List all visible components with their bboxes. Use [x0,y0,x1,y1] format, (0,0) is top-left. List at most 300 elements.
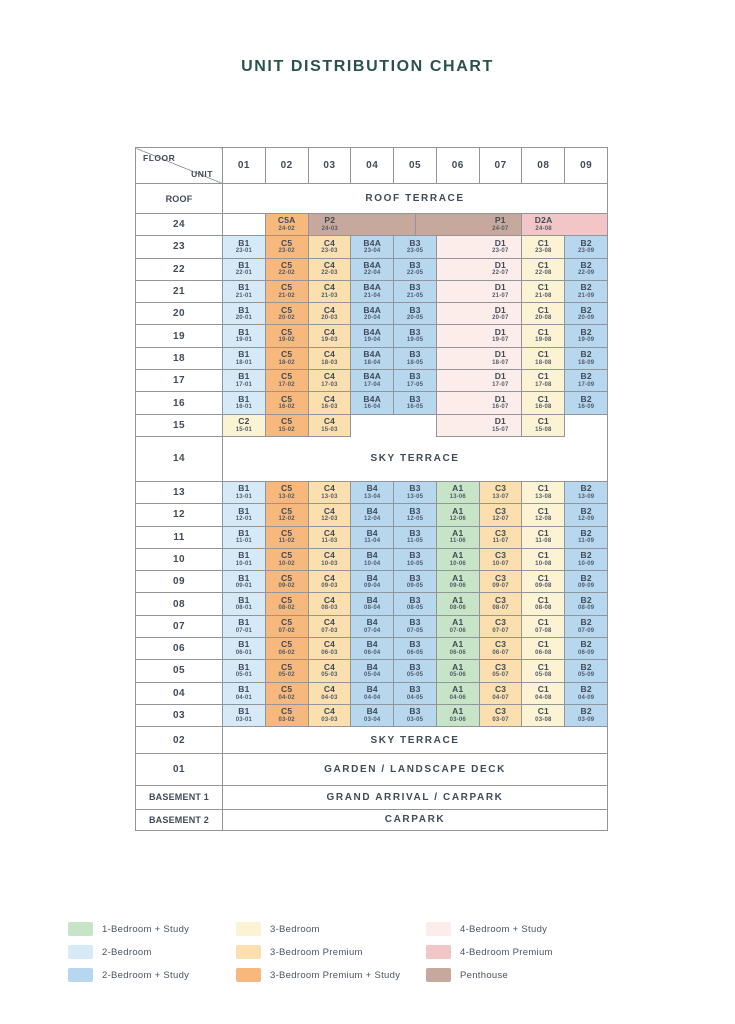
unit-number-label: 20-09 [577,315,595,322]
unit-cell-content [223,261,265,278]
unit-type-label: C5 [281,527,293,538]
unit-type-label: B3 [409,550,421,561]
unit-number-label: 21-03 [321,292,338,299]
unit-cell-content [223,529,265,546]
unit-cell-content [223,618,265,635]
unit-cell-content [565,529,607,546]
unit-cell-20-07 [436,303,522,325]
unit-cell-content [309,283,351,300]
unit-cell-16-09 [565,392,608,414]
unit-cell-content [565,640,607,657]
unit-cell-content [565,239,607,256]
unit-cell-06-05 [394,638,437,660]
unit-cell-content [266,283,308,300]
unit-cell-content [351,596,393,613]
floor-label-basement-2: BASEMENT 2 [136,809,223,831]
unit-cell-06-01 [223,638,266,660]
unit-cell-10-04 [351,548,394,570]
unit-number-label: 03-03 [321,716,338,723]
unit-cell-22-09 [565,258,608,280]
unit-cell-15-07 [436,414,522,436]
unit-type-label: P1 [494,215,506,226]
unit-number-label: 22-04 [364,270,381,277]
unit-cell-03-05 [394,704,437,726]
unit-cell-09-06 [436,571,479,593]
unit-number-label: 13-07 [492,493,509,500]
unit-type-label: B1 [238,684,250,695]
unit-type-label: C4 [323,617,336,628]
unit-cell-content [266,507,308,524]
unit-cell-content [309,640,351,657]
unit-type-label: B4 [366,483,378,494]
unit-type-label: B4A [363,371,382,382]
unit-number-label: 12-06 [449,516,466,523]
unit-cell-21-05 [394,280,437,302]
column-header-02: 02 [265,148,308,184]
unit-type-label: B3 [409,282,421,293]
floor-label-15: 15 [136,414,223,436]
unit-number-label: 24-08 [535,225,552,232]
unit-number-label: 09-07 [492,583,509,590]
unit-type-label: C5 [281,661,293,672]
unit-cell-22-08 [522,258,565,280]
unit-cell-content [266,306,308,323]
unit-type-label: C5 [281,684,293,695]
unit-number-label: 17-02 [278,381,295,388]
unit-number-label: 15-03 [321,426,338,433]
unit-number-label: 18-02 [278,359,295,366]
floor-row-09 [136,571,608,593]
unit-cell-19-08 [522,325,565,347]
unit-cell-17-05 [394,370,437,392]
unit-cell-07-02 [265,615,308,637]
unit-type-label: D1 [494,282,506,293]
unit-number-label: 22-08 [535,270,552,277]
unit-number-label: 07-04 [364,627,381,634]
unit-type-label: C1 [537,594,549,605]
unit-type-label: C4 [323,639,336,650]
unit-number-label: 06-06 [449,649,466,656]
unit-cell-content [522,529,564,546]
unit-cell-09-04 [351,571,394,593]
unit-cell-11-04 [351,526,394,548]
unit-cell-10-02 [265,548,308,570]
floor-row-03 [136,704,608,726]
unit-type-label: B1 [238,505,250,516]
unit-cell-13-01 [223,481,266,503]
unit-cell-content [266,372,308,389]
unit-type-label: C4 [323,594,336,605]
unit-cell-content [223,663,265,680]
unit-number-label: 10-01 [235,560,253,567]
floor-label-18: 18 [136,347,223,369]
unit-type-label: B4A [363,237,382,248]
unit-cell-content [479,216,521,233]
unit-type-label: C3 [494,639,507,650]
unit-type-label: P2 [324,215,336,226]
unit-cell-content [266,395,308,412]
unit-type-label: B3 [409,259,421,270]
unit-number-label: 10-02 [278,560,295,567]
unit-cell-content [223,239,265,256]
unit-type-label: C5 [281,259,293,270]
unit-number-label: 11-09 [578,538,595,545]
unit-number-label: 05-09 [577,672,595,679]
unit-distribution-table [135,147,608,831]
unit-cell-12-05 [394,504,437,526]
column-header-07: 07 [479,148,522,184]
unit-type-label: B3 [409,393,421,404]
unit-type-label: C1 [537,661,549,672]
unit-cell-23-04 [351,236,394,258]
unit-type-label: C4 [323,416,336,427]
floor-row-14 [136,436,608,481]
unit-number-label: 11-07 [492,538,509,545]
unit-cell-13-09 [565,481,608,503]
unit-cell-content [522,372,564,389]
unit-cell-04-09 [565,682,608,704]
unit-cell-17-03 [308,370,351,392]
unit-number-label: 21-02 [278,292,295,299]
unit-cell-content [223,372,265,389]
unit-type-label: C1 [537,349,549,360]
unit-number-label: 16-05 [406,404,424,411]
unit-cell-08-01 [223,593,266,615]
unit-type-label: C4 [323,237,336,248]
unit-cell-19-01 [223,325,266,347]
unit-cell-15-02 [265,414,308,436]
unit-number-label: 05-07 [492,672,509,679]
unit-number-label: 16-07 [492,404,509,411]
unit-type-label: C4 [323,259,336,270]
unit-number-label: 04-09 [577,694,595,701]
unit-cell-13-02 [265,481,308,503]
unit-cell-22-04 [351,258,394,280]
unit-number-label: 15-02 [278,426,295,433]
unit-type-label: B3 [409,594,421,605]
unit-cell-21-03 [308,280,351,302]
unit-type-label: A1 [452,684,464,695]
unit-cell-08-02 [265,593,308,615]
unit-type-label: C4 [323,550,336,561]
unit-cell-content [565,372,607,389]
unit-type-label: B1 [238,349,250,360]
unit-number-label: 06-03 [321,649,338,656]
unit-cell-content [565,484,607,501]
unit-cell-content [223,685,265,702]
unit-cell-11-06 [436,526,479,548]
floor-label-roof: ROOF [136,184,223,214]
banner-sky-terrace: SKY TERRACE [223,436,608,481]
unit-type-label: C1 [537,639,549,650]
floor-row-15 [136,414,608,436]
unit-cell-content [309,618,351,635]
floor-row-06 [136,638,608,660]
unit-number-label: 20-05 [406,315,424,322]
unit-cell-05-04 [351,660,394,682]
unit-type-label: B3 [409,505,421,516]
unit-cell-04-01 [223,682,266,704]
unit-number-label: 24-07 [492,225,509,232]
unit-cell-content [223,417,265,434]
unit-cell-content [480,596,522,613]
unit-cell-23-07 [436,236,522,258]
unit-cell-content [394,707,436,724]
unit-cell-content [522,663,564,680]
unit-number-label: 04-06 [449,694,466,701]
unit-type-label: C1 [537,282,549,293]
unit-type-label: D1 [494,349,506,360]
unit-cell-12-03 [308,504,351,526]
unit-cell-20-09 [565,303,608,325]
floor-row-20 [136,303,608,325]
unit-number-label: 23-04 [364,248,381,255]
unit-cell-09-03 [308,571,351,593]
floor-row-21 [136,280,608,302]
unit-cell-07-07 [479,615,522,637]
unit-type-label: B3 [409,661,421,672]
unit-cell-17-07 [436,370,522,392]
floor-label-04: 04 [136,682,223,704]
unit-cell-content [437,484,479,501]
floor-row-13 [136,481,608,503]
unit-cell-content [266,574,308,591]
unit-cell-content [309,484,351,501]
unit-type-label: B2 [580,661,592,672]
unit-number-label: 09-09 [577,583,595,590]
unit-cell-content [309,685,351,702]
unit-type-label: B1 [238,550,250,561]
unit-type-label: B3 [409,617,421,628]
floor-row-07 [136,615,608,637]
unit-type-label: B3 [409,572,421,583]
unit-number-label: 03-01 [235,716,253,723]
unit-cell-content [309,551,351,568]
unit-type-label: B4A [363,393,382,404]
unit-cell-07-01 [223,615,266,637]
unit-cell-content [565,350,607,367]
unit-cell-06-02 [265,638,308,660]
unit-number-label: 06-02 [278,649,295,656]
unit-type-label: C5 [281,483,293,494]
unit-cell-content [309,306,351,323]
floor-row-16 [136,392,608,414]
legend-item-4-bedroom-premium [426,945,553,959]
unit-type-label: D1 [494,237,506,248]
unit-number-label: 18-07 [492,359,509,366]
unit-cell-content [480,484,522,501]
unit-cell-content [522,640,564,657]
unit-cell-content [309,507,351,524]
unit-cell-06-09 [565,638,608,660]
legend-column-3 [426,922,553,991]
unit-cell-24-07 [415,214,522,236]
legend-swatch-4bp [426,945,451,959]
unit-type-label: C1 [537,527,549,538]
unit-cell-content [351,574,393,591]
unit-cell-content [437,507,479,524]
unit-number-label: 20-02 [278,315,295,322]
legend-item-1-bedroom-study [68,922,189,936]
unit-number-label: 06-08 [535,649,552,656]
legend-swatch-3bp [236,945,261,959]
unit-cell-12-09 [565,504,608,526]
unit-number-label: 22-09 [577,270,595,277]
unit-cell-15-03 [308,414,351,436]
unit-type-label: A1 [452,505,464,516]
unit-type-label: B4A [363,304,382,315]
unit-type-label: B1 [238,326,250,337]
unit-cell-10-06 [436,548,479,570]
unit-cell-content [479,417,521,434]
unit-type-label: B2 [580,639,592,650]
unit-cell-content [479,372,521,389]
unit-number-label: 09-06 [449,583,466,590]
unit-type-label: C1 [537,483,549,494]
unit-number-label: 08-09 [577,605,595,612]
unit-cell-23-02 [265,236,308,258]
unit-type-label: C5 [281,505,293,516]
unit-cell-06-04 [351,638,394,660]
unit-cell-19-02 [265,325,308,347]
unit-number-label: 23-05 [406,248,424,255]
unit-number-label: 17-03 [321,381,338,388]
unit-number-label: 18-05 [406,359,424,366]
unit-number-label: 16-01 [235,404,253,411]
unit-type-label: B3 [409,237,421,248]
unit-cell-content [522,618,564,635]
unit-type-label: A1 [452,550,464,561]
unit-cell-18-07 [436,347,522,369]
unit-type-label: C1 [537,326,549,337]
unit-cell-19-05 [394,325,437,347]
unit-type-label: C5 [281,617,293,628]
unit-cell-04-06 [436,682,479,704]
unit-number-label: 08-02 [278,605,295,612]
unit-cell-content [394,283,436,300]
unit-cell-content [394,640,436,657]
unit-number-label: 04-08 [535,694,552,701]
unit-type-label: B2 [580,483,592,494]
floor-label-20: 20 [136,303,223,325]
unit-number-label: 20-04 [364,315,381,322]
unit-cell-08-07 [479,593,522,615]
unit-number-label: 12-04 [364,516,381,523]
unit-type-label: C5 [281,371,293,382]
unit-type-label: B3 [409,639,421,650]
unit-cell-content [394,551,436,568]
unit-type-label: C1 [537,505,549,516]
unit-type-label: B4 [366,594,378,605]
unit-type-label: D2A [534,215,553,226]
floor-label-08: 08 [136,593,223,615]
legend-label: 2-Bedroom [102,946,152,958]
unit-cell-20-02 [265,303,308,325]
unit-type-label: C3 [494,527,507,538]
legend-label: 4-Bedroom + Study [460,923,548,935]
unit-type-label: B4 [366,550,378,561]
column-header-08: 08 [522,148,565,184]
unit-number-label: 19-09 [577,337,595,344]
unit-cell-content [565,283,607,300]
unit-cell-18-09 [565,347,608,369]
unit-cell-content [522,507,564,524]
unit-number-label: 05-04 [364,672,381,679]
unit-cell-15-08 [522,414,565,436]
unit-cell-09-01 [223,571,266,593]
unit-cell-content [565,328,607,345]
unit-cell-content [309,328,351,345]
unit-type-label: C1 [537,237,549,248]
unit-cell-content [522,395,564,412]
unit-number-label: 07-03 [321,627,338,634]
unit-cell-03-04 [351,704,394,726]
unit-number-label: 12-02 [278,516,295,523]
unit-number-label: 07-02 [278,627,295,634]
unit-cell-content [266,685,308,702]
legend-column-1 [68,922,189,991]
unit-cell-05-05 [394,660,437,682]
unit-number-label: 03-09 [577,716,595,723]
unit-type-label: A1 [452,617,464,628]
unit-type-label: B2 [580,684,592,695]
unit-cell-13-06 [436,481,479,503]
unit-type-label: C5 [281,416,293,427]
unit-cell-content [351,283,393,300]
unit-number-label: 18-04 [364,359,381,366]
unit-cell-content [479,328,521,345]
unit-number-label: 23-01 [235,248,253,255]
unit-cell-23-03 [308,236,351,258]
unit-type-label: A1 [452,639,464,650]
unit-type-label: C1 [537,550,549,561]
unit-cell-content [522,596,564,613]
unit-cell-content [266,350,308,367]
unit-cell-content [223,484,265,501]
unit-type-label: B4 [366,639,378,650]
legend-swatch-2b [68,945,93,959]
unit-cell-22-02 [265,258,308,280]
unit-cell-content [223,507,265,524]
unit-type-label: B2 [580,594,592,605]
unit-number-label: 11-01 [235,538,252,545]
unit-cell-15-01 [223,414,266,436]
unit-cell-content [480,640,522,657]
unit-number-label: 22-05 [406,270,424,277]
unit-cell-11-01 [223,526,266,548]
unit-type-label: B4 [366,684,378,695]
unit-cell-09-07 [479,571,522,593]
unit-cell-content [522,350,564,367]
unit-cell-content [522,261,564,278]
unit-type-label: C1 [537,304,549,315]
floor-row-04 [136,682,608,704]
unit-type-label: B1 [238,304,250,315]
unit-type-label: B1 [238,371,250,382]
legend-label: 4-Bedroom Premium [460,946,553,958]
unit-cell-content [437,663,479,680]
unit-cell-content [351,484,393,501]
unit-cell-23-01 [223,236,266,258]
unit-number-label: 07-07 [492,627,509,634]
unit-cell-06-03 [308,638,351,660]
unit-cell-16-05 [394,392,437,414]
unit-cell-content [437,551,479,568]
unit-number-label: 11-03 [321,538,338,545]
unit-cell-content [522,574,564,591]
floor-label-19: 19 [136,325,223,347]
unit-cell-05-09 [565,660,608,682]
